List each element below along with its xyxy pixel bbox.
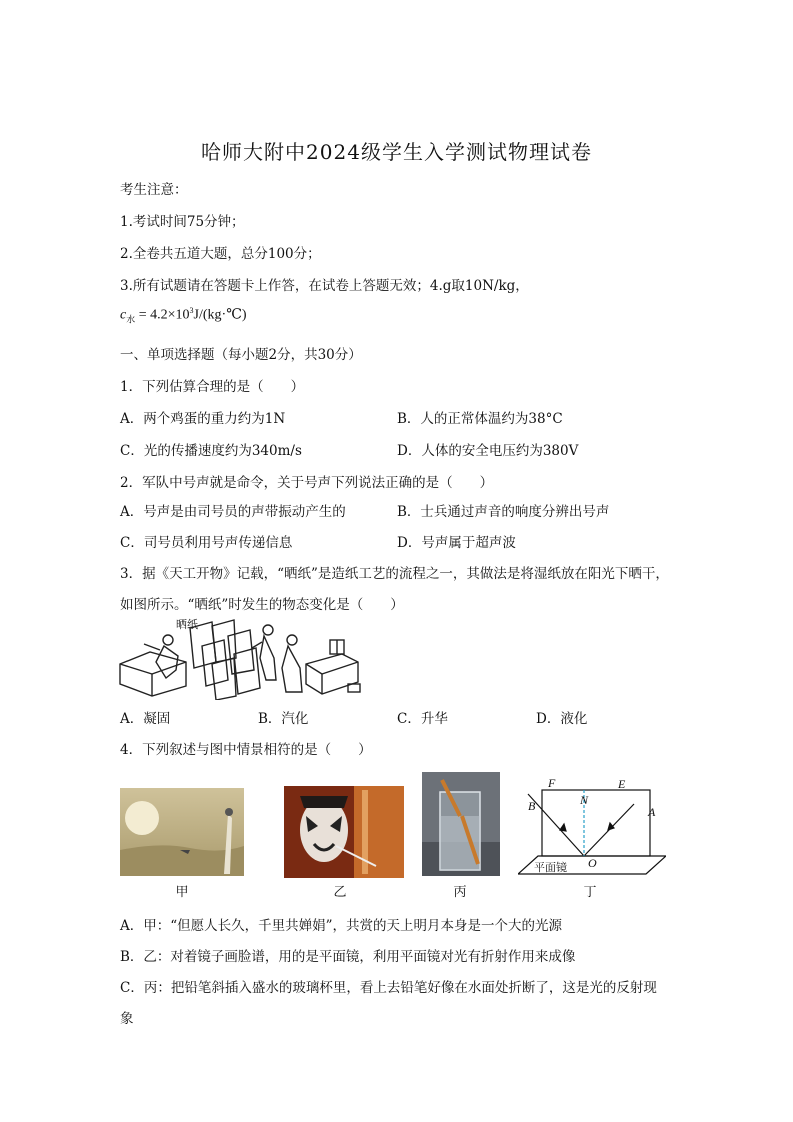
label-mirror: 平面镜 (534, 861, 567, 874)
label-f: F (548, 776, 556, 790)
pencil-in-glass-image (422, 772, 500, 876)
caption-yi: 乙 (333, 885, 347, 900)
label-a: A (648, 805, 656, 819)
q2-option-a: A．号声是由司号员的声带振动产生的 (120, 504, 346, 520)
q3-stem-line1: 3．据《天工开物》记载，“晒纸”是造纸工艺的流程之一，其做法是将湿纸放在阳光下晒干， (120, 566, 669, 582)
formula-value: = 4.2×10 (135, 307, 190, 323)
reflection-diagram (518, 774, 666, 878)
q3-option-c: C．升华 (397, 711, 448, 727)
paper-drying-label: 晒纸 (176, 618, 198, 631)
q1-stem: 1．下列估算合理的是（ ） (120, 379, 305, 395)
q4-option-b: B．乙：对着镜子画脸谱，用的是平面镜，利用平面镜对光有折射作用来成像 (120, 949, 576, 965)
q1-option-c: C．光的传播速度约为340m/s (120, 443, 302, 459)
q4-option-a: A．甲：“但愿人长久，千里共婵娟”，共赏的天上明月本身是一个大的光源 (120, 918, 563, 934)
q3-option-d: D．液化 (536, 711, 588, 727)
label-o: O (588, 856, 597, 870)
face-painting-image (284, 786, 404, 878)
note-item-2: 2.全卷共五道大题，总分100分； (120, 246, 321, 262)
note-item-3: 3.所有试题请在答题卡上作答，在试卷上答题无效；4.g取10N/kg， (120, 278, 529, 294)
q4-stem: 4．下列叙述与图中情景相符的是（ ） (120, 742, 372, 758)
specific-heat-formula (120, 306, 247, 325)
moon-scene-image (120, 788, 244, 876)
q1-option-d: D．人体的安全电压约为380V (397, 443, 579, 459)
q3-option-a: A．凝固 (120, 711, 171, 727)
formula-symbol: c (120, 307, 127, 323)
label-e: E (618, 777, 626, 791)
q4-option-c-line2: 象 (120, 1011, 134, 1027)
q3-option-b: B．汽化 (258, 711, 309, 727)
q1-option-b: B．人的正常体温约为38°C (397, 411, 563, 427)
q2-option-b: B．士兵通过声音的响度分辨出号声 (397, 504, 610, 520)
page-title: 哈师大附中2024级学生入学测试物理试卷 (201, 140, 592, 164)
label-b: B (528, 799, 536, 813)
caption-jia: 甲 (175, 885, 189, 900)
note-item-1: 1.考试时间75分钟； (120, 214, 245, 230)
q2-option-c: C．司号员利用号声传递信息 (120, 535, 293, 551)
notes-heading: 考生注意： (120, 182, 188, 198)
q4-option-c-line1: C．丙：把铅笔斜插入盛水的玻璃杯里，看上去铅笔好像在水面处折断了，这是光的反射现 (120, 980, 657, 996)
caption-bing: 丙 (453, 885, 467, 900)
paper-drying-illustration (116, 618, 366, 700)
label-n: N (580, 793, 589, 807)
q1-option-a: A．两个鸡蛋的重力约为1N (120, 411, 286, 427)
caption-ding: 丁 (583, 885, 597, 900)
formula-unit: J/(kg·℃) (193, 307, 247, 323)
formula-subscript: 水 (126, 314, 136, 325)
q2-stem: 2．军队中号声就是命令，关于号声下列说法正确的是（ ） (120, 475, 494, 491)
q2-option-d: D．号声属于超声波 (397, 535, 516, 551)
section-heading: 一、单项选择题（每小题2分，共30分） (120, 347, 362, 363)
q3-stem-line2: 如图所示。“晒纸”时发生的物态变化是（ ） (120, 597, 404, 613)
formula-exponent: 3 (189, 306, 194, 315)
